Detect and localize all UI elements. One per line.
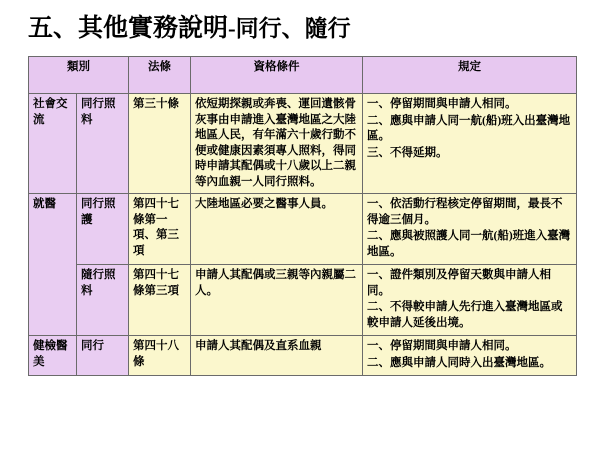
- cell-condition: 申請人其配偶及直系血親: [191, 336, 363, 376]
- cell-law: 第四十七條第一項、第三項: [129, 194, 191, 265]
- rule-line: 一、停留期間與申請人相同。: [367, 340, 517, 353]
- cell-subcategory: 隨行照料: [77, 265, 129, 336]
- page-title-main: 五、其他實務說明: [28, 15, 229, 42]
- page-title: [28, 8, 351, 44]
- cell-law: 第三十條: [129, 94, 191, 194]
- header-condition: 資格條件: [191, 57, 363, 94]
- cell-law: 第四十七條第三項: [129, 265, 191, 336]
- info-table: [28, 56, 577, 376]
- header-category: 類別: [29, 57, 129, 94]
- rule-line: 一、依活動行程核定停留期間，最長不得逾三個月。: [367, 198, 563, 226]
- cell-rule: [363, 265, 577, 336]
- table-row: [29, 336, 577, 376]
- cell-category: 社會交流: [29, 94, 77, 194]
- cell-subcategory: 同行照護: [77, 194, 129, 265]
- rule-line: 二、應與申請人同時入出臺灣地區。: [367, 356, 551, 369]
- cell-subcategory: 同行照料: [77, 94, 129, 194]
- cell-rule: [363, 336, 577, 376]
- cell-category: 就醫: [29, 194, 77, 336]
- rule-line: 一、證件類別及停留天數與申請人相同。: [367, 269, 551, 297]
- cell-condition: 依短期探親或奔喪、運回遺骸骨灰事由申請進入臺灣地區之大陸地區人民，有年滿六十歲行動不便或健康因素須專人照料，得同時申請其配偶或十八歲以上二親等內血親一人同行照料。: [191, 94, 363, 194]
- cell-condition: 申請人其配偶或三親等內親屬二人。: [191, 265, 363, 336]
- rule-line: 二、應與申請人同一航(船)班入出臺灣地區。: [367, 114, 571, 143]
- header-law: 法條: [129, 57, 191, 94]
- cell-law: 第四十八條: [129, 336, 191, 376]
- table-row: [29, 194, 577, 265]
- table-header-row: [29, 57, 577, 94]
- header-rule: 規定: [363, 57, 577, 94]
- rule-line: 三、不得延期。: [367, 146, 448, 159]
- cell-rule: [363, 194, 577, 265]
- rule-line: 二、應與被照護人同一航(船)班進入臺灣地區。: [367, 230, 571, 258]
- table-row: [29, 94, 577, 194]
- cell-category: 健檢醫美: [29, 336, 77, 376]
- page-title-suffix: -同行、隨行: [228, 16, 351, 41]
- cell-rule: [363, 94, 577, 194]
- rule-line: 一、停留期間與申請人相同。: [367, 98, 517, 110]
- cell-subcategory: 同行: [77, 336, 129, 376]
- rule-line: 二、不得較申請人先行進入臺灣地區或較申請人延後出境。: [367, 301, 563, 329]
- cell-condition: 大陸地區必要之醫事人員。: [191, 194, 363, 265]
- table-row: [29, 265, 577, 336]
